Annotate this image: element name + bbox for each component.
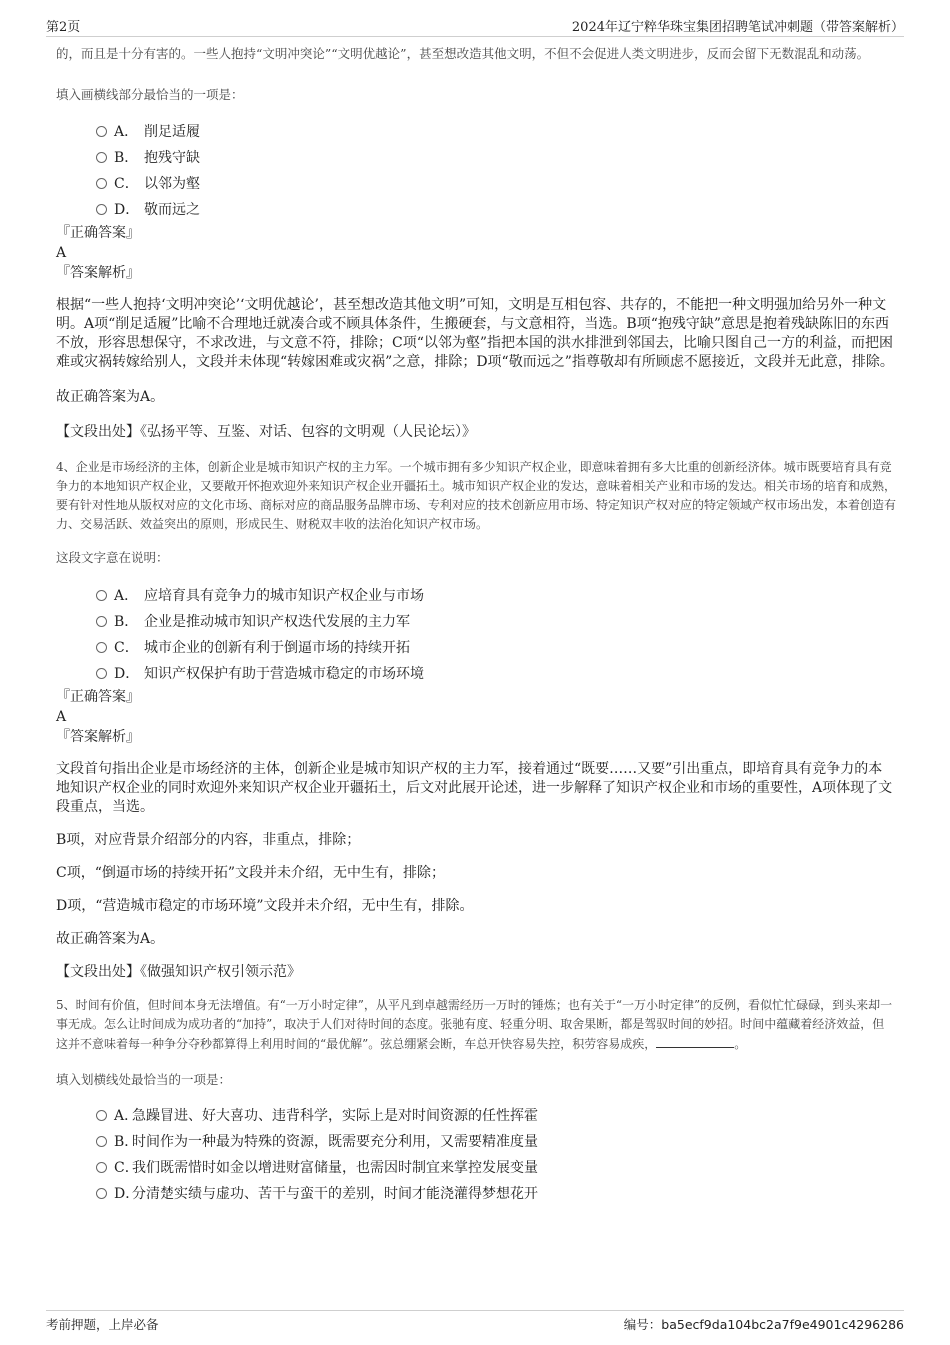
q3-option-a[interactable]: A． 削足适履 [56, 118, 896, 144]
radio-icon[interactable] [96, 1110, 107, 1121]
q4-analysis-1: 文段首句指出企业是市场经济的主体，创新企业是城市知识产权的主力军，接着通过“既要……又要”引出重点，即培育具有竞争力的本地知识产权企业的同时欢迎外来知识产权企业开疆拓土，后文对此展开论述，进一步解释了知识产权企业和市场的重要性，A项体现了文段重点，当选。 [56, 761, 893, 815]
q3-prompt: 填入画横线部分最恰当的一项是： [56, 87, 244, 102]
q3-options [56, 118, 896, 222]
page-footer [46, 1310, 904, 1335]
q4-source: 【文段出处】《做强知识产权引领示范》 [56, 964, 301, 980]
q4-analysis-label: 『答案解析』 [56, 729, 140, 745]
radio-icon[interactable] [96, 668, 107, 679]
radio-icon[interactable] [96, 178, 107, 189]
q3-option-d[interactable]: D． 敬而远之 [56, 196, 896, 222]
q4-option-b[interactable]: B． 企业是推动城市知识产权迭代发展的主力军 [56, 608, 896, 634]
q3-option-b[interactable]: B． 抱残守缺 [56, 144, 896, 170]
radio-icon[interactable] [96, 126, 107, 137]
footer-slogan: 考前押题，上岸必备 [46, 1317, 159, 1332]
q3-source: 【文段出处】《弘扬平等、互鉴、对话、包容的文明观（人民论坛）》 [56, 424, 476, 440]
radio-icon[interactable] [96, 1136, 107, 1147]
q5-passage: 5、时间有价值，但时间本身无法增值。有“一万小时定律”，从平凡到卓越需经历一万时的锤炼；也有关于“一万小时定律”的反例，看似忙忙碌碌，到头来却一事无成。怎么让时间成为成功者的“加持”，取决于人们对待时间的态度。张驰有度、轻重分明、取舍果断，都是驾驭时间的妙招。时间中蕴藏着经济效益，但这并不意味着每一种争分夺秒都算得上利用时间的“最优解”。弦总绷紧会断，车总开快容易失控，积劳容易成疾， 。 [56, 998, 893, 1051]
radio-icon[interactable] [96, 590, 107, 601]
q4-conclusion: 故正确答案为A。 [56, 931, 165, 947]
q4-passage: 4、企业是市场经济的主体，创新企业是城市知识产权的主力军。一个城市拥有多少知识产权企业，即意味着拥有多大比重的创新经济体。城市既要培育具有竞争力的本地知识产权企业，又要敞开怀抱欢迎外来知识产权企业开疆拓土。城市知识产权企业的发达，意味着相关产业和市场的发达。相关市场的培育和成熟，要有针对性地从版权对应的文化市场、商标对应的商品服务品牌市场、专利对应的技术创新应用市场、特定知识产权对应的特定领域产权市场出发，本着创造有力、交易活跃、效益突出的原则，形成民生、财税双丰收的法治化知识产权市场。 [56, 460, 897, 531]
q3-analysis-label: 『答案解析』 [56, 265, 140, 281]
page-content [56, 44, 896, 1206]
q4-answer-label: 『正确答案』 [56, 689, 140, 705]
radio-icon[interactable] [96, 152, 107, 163]
q3-answer-label: 『正确答案』 [56, 225, 140, 241]
radio-icon[interactable] [96, 642, 107, 653]
answer-blank[interactable] [656, 1034, 734, 1048]
q5-option-d[interactable]: D． 分清楚实绩与虚功、苦干与蛮干的差别，时间才能浇灌得梦想花开 [56, 1180, 896, 1206]
radio-icon[interactable] [96, 1188, 107, 1199]
q5-option-a[interactable]: A． 急躁冒进、好大喜功、违背科学，实际上是对时间资源的任性挥霍 [56, 1102, 896, 1128]
q5-options [56, 1102, 896, 1206]
radio-icon[interactable] [96, 1162, 107, 1173]
q5-option-b[interactable]: B． 时间作为一种最为特殊的资源，既需要充分利用，又需要精准度量 [56, 1128, 896, 1154]
radio-icon[interactable] [96, 616, 107, 627]
radio-icon[interactable] [96, 204, 107, 215]
q5-option-c[interactable]: C． 我们既需惜时如金以增进财富储量，也需因时制宜来掌控发展变量 [56, 1154, 896, 1180]
q4-prompt: 这段文字意在说明： [56, 550, 169, 565]
q4-analysis-3: C项，“倒逼市场的持续开拓”文段并未介绍，无中生有，排除； [56, 865, 446, 881]
q4-option-a[interactable]: A． 应培育具有竞争力的城市知识产权企业与市场 [56, 582, 896, 608]
q4-option-c[interactable]: C． 城市企业的创新有利于倒逼市场的持续开拓 [56, 634, 896, 660]
q4-answer: A [56, 709, 67, 725]
q4-analysis-4: D项，“营造城市稳定的市场环境”文段并未介绍，无中生有，排除。 [56, 898, 474, 914]
document-title: 2024年辽宁粹华珠宝集团招聘笔试冲刺题（带答案解析） [571, 20, 904, 35]
page-header [46, 14, 904, 37]
q5-prompt: 填入划横线处最恰当的一项是： [56, 1072, 232, 1087]
q3-conclusion: 故正确答案为A。 [56, 389, 165, 405]
q3-option-c[interactable]: C． 以邻为壑 [56, 170, 896, 196]
q4-option-d[interactable]: D． 知识产权保护有助于营造城市稳定的市场环境 [56, 660, 896, 686]
q3-analysis: 根据“一些人抱持‘文明冲突论’‘文明优越论’，甚至想改造其他文明”可知，文明是互相包容、共存的，不能把一种文明强加给另外一种文明。A项“削足适履”比喻不合理地迁就凑合或不顾具体条件，生搬硬套，与文意相符，当选。B项“抱残守缺”意思是抱着残缺陈旧的东西不放，形容思想保守，不求改进，与文意不符，排除；C项“以邻为壑”指把本国的洪水排泄到邻国去，比喻只图自己一方的利益，而把困难或灾祸转嫁给别人，文段并未体现“转嫁困难或灾祸”之意，排除；D项“敬而远之”指尊敬却有所顾虑不愿接近，文段并无此意，排除。 [56, 297, 894, 370]
page-number: 第2页 [46, 20, 81, 35]
q3-answer: A [56, 245, 67, 261]
q4-analysis-2: B项，对应背景介绍部分的内容，非重点，排除； [56, 832, 361, 848]
document-code: 编号：ba5ecf9da104bc2a7f9e4901c4296286 [623, 1317, 904, 1332]
q4-options [56, 582, 896, 686]
q3-passage-tail: 的，而且是十分有害的。一些人抱持“文明冲突论”“文明优越论”，甚至想改造其他文明，不但不会促进人类文明进步，反而会留下无数混乱和动荡。 [56, 46, 870, 61]
